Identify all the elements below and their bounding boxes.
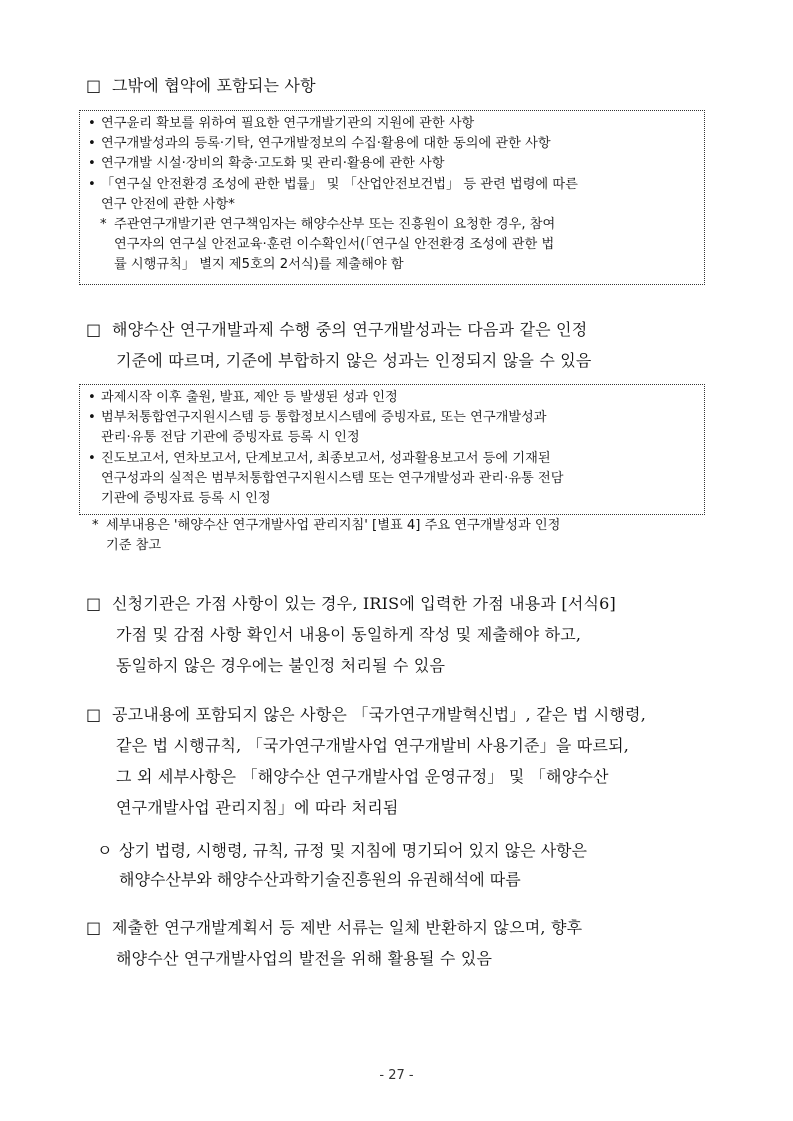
bullet: • [88, 410, 96, 426]
list-item [88, 388, 696, 408]
paragraph-line: 동일하지 않은 경우에는 불인정 처리될 수 있음 [116, 656, 446, 675]
note-line: 연구자의 연구실 안전교육·훈련 이수확인서(「연구실 안전환경 조성에 관한 법 [114, 237, 555, 253]
page-number: - 27 - [379, 1068, 414, 1083]
paragraph-line: 해양수산부와 해양수산과학기술진흥원의 유권해석에 따름 [119, 870, 521, 889]
paragraph-line: 공고내용에 포함되지 않은 사항은 「국가연구개발혁신법」, 같은 법 시행령, [112, 705, 646, 724]
outcome-criteria-box [79, 384, 705, 515]
item-text-cont: 관리·유통 전담 기관에 증빙자료 등록 시 인정 [101, 430, 360, 446]
item-text: 연구윤리 확보를 위하여 필요한 연구개발기관의 지원에 관한 사항 [101, 116, 475, 131]
section-applicable-rules [86, 699, 736, 823]
item-text: 「연구실 안전환경 조성에 관한 법률」 및 「산업안전보건법」 등 관련 법령에 따른 [101, 176, 578, 192]
item-text-cont: 연구 안전에 관한 사항* [101, 196, 235, 212]
paragraph-line: 연구개발사업 관리지침」에 따라 처리됨 [116, 798, 399, 817]
paragraph-line: 제출한 연구개발계획서 등 제반 서류는 일체 반환하지 않으며, 향후 [112, 918, 583, 937]
footnote-star: * [92, 518, 99, 533]
heading-line: 기준에 따르며, 기준에 부합하지 않은 성과는 인정되지 않을 수 있음 [116, 351, 592, 370]
bullet: • [88, 450, 96, 466]
paragraph-line: 상기 법령, 시행령, 규칙, 규정 및 지침에 명기되어 있지 않은 사항은 [119, 841, 587, 860]
paragraph-line: 가점 및 감점 사항 확인서 내용이 동일하게 작성 및 제출해야 하고, [116, 625, 582, 644]
note-line: 률 시행규칙」 별지 제5호의 2서식)를 제출해야 함 [114, 257, 404, 273]
heading-line: 해양수산 연구개발과제 수행 중의 연구개발성과는 다음과 같은 인정 [112, 320, 588, 339]
item-text: 진도보고서, 연차보고서, 단계보고서, 최종보고서, 성과활용보고서 등에 기재된 [101, 450, 551, 466]
list-item [88, 408, 696, 448]
section-heading-agreement [86, 70, 736, 101]
bullet: • [88, 390, 96, 405]
footnote-line: 세부내용은 '해양수산 연구개발사업 관리지침' [별표 4] 주요 연구개발성과 인정 [106, 518, 561, 533]
note-line: 주관연구개발기관 연구책임자는 해양수산부 또는 진흥원이 요청한 경우, 참여 [114, 217, 556, 233]
item-text: 연구개발 시설·장비의 확충·고도화 및 관리·활용에 관한 사항 [101, 156, 445, 172]
paragraph-line: 해양수산 연구개발사업의 발전을 위해 활용될 수 있음 [116, 949, 493, 968]
section-document-return [86, 912, 736, 974]
footnote-line: 기준 참고 [106, 538, 162, 553]
checkbox-marker: □ [86, 918, 102, 937]
box-note [88, 215, 696, 276]
bullet: • [88, 116, 96, 131]
bullet: • [88, 176, 96, 192]
bullet: • [88, 156, 96, 172]
list-item [88, 134, 696, 154]
paragraph-line: 신청기관은 가점 사항이 있는 경우, IRIS에 입력한 가점 내용과 [서식6] [112, 594, 616, 613]
list-item [88, 154, 696, 174]
agreement-items-box [79, 110, 705, 285]
item-text: 연구개발성과의 등록·기탁, 연구개발정보의 수집·활용에 대한 동의에 관한 사항 [101, 136, 551, 152]
list-item [88, 114, 696, 134]
checkbox-marker: □ [86, 594, 102, 613]
section-interpretation [97, 836, 727, 894]
checkbox-marker: □ [86, 705, 102, 724]
note-star: * [100, 217, 107, 233]
paragraph-line: 그 외 세부사항은 「해양수산 연구개발사업 운영규정」 및 「해양수산 [116, 767, 609, 786]
paragraph-line: 같은 법 시행규칙, 「국가연구개발사업 연구개발비 사용기준」을 따르되, [116, 736, 630, 755]
checkbox-marker: □ [86, 76, 102, 95]
outcome-footnote [92, 516, 712, 556]
item-text-cont: 기관에 증빙자료 등록 시 인정 [101, 491, 271, 507]
item-text-cont: 연구성과의 실적은 범부처통합연구지원시스템 또는 연구개발성과 관리·유통 전담 [101, 470, 564, 486]
item-text: 과제시작 이후 출원, 발표, 제안 등 발생된 성과 인정 [101, 390, 398, 405]
checkbox-marker: □ [86, 320, 102, 339]
item-text: 범부처통합연구지원시스템 등 통합정보시스템에 증빙자료, 또는 연구개발성과 [101, 410, 547, 426]
bullet: • [88, 136, 96, 152]
list-item [88, 175, 696, 215]
section-heading-outcomes [86, 314, 736, 376]
circle-marker: ㅇ [97, 841, 113, 860]
section-bonus-points [86, 588, 736, 681]
list-item [88, 449, 696, 510]
heading-text: 그밖에 협약에 포함되는 사항 [112, 76, 316, 95]
